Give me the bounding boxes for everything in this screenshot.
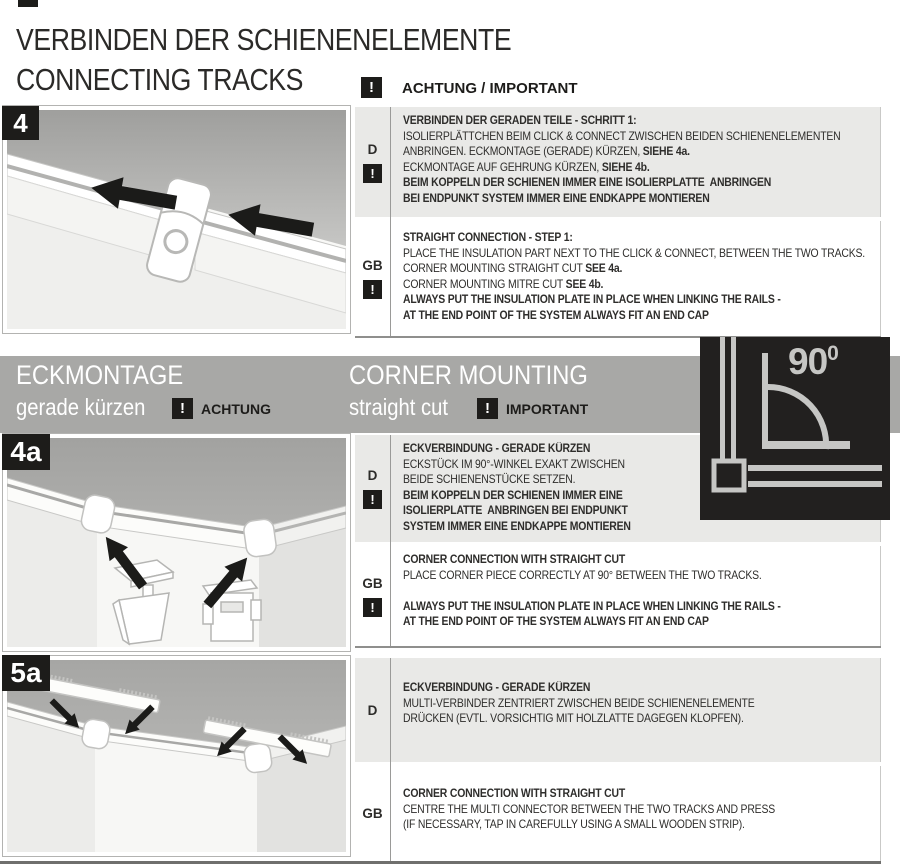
text-line: AT THE END POINT OF THE SYSTEM ALWAYS FIT AN END CAP	[403, 308, 709, 322]
step-5a-illustration	[2, 655, 351, 857]
multi-connector-drawing	[7, 660, 346, 852]
text-line: ANBRINGEN. ECKMONTAGE (GERADE) KÜRZEN, SIEHE 4a.	[403, 145, 690, 159]
page-title-de: VERBINDEN DER SCHIENENELEMENTE	[16, 22, 512, 57]
text-line: ISOLIERPLÄTTCHEN BEIM CLICK & CONNECT ZWISCHEN BEIDEN SCHIENENELEMENTEN	[403, 129, 841, 143]
row-separator	[355, 646, 881, 648]
text-line: CORNER MOUNTING MITRE CUT SEE 4b.	[403, 277, 604, 291]
step-4-illustration	[2, 105, 351, 334]
banner-warn-en: IMPORTANT	[506, 401, 589, 417]
text-line: BEI ENDPUNKT SYSTEM IMMER EINE ENDKAPPE MONTIEREN	[403, 191, 710, 205]
warning-icon: !	[363, 490, 382, 509]
step-5a-badge: 5a	[2, 655, 50, 691]
step-4a-copy-en	[403, 552, 781, 630]
step-4-copy-en	[403, 230, 865, 324]
step-5a-en-title: CORNER CONNECTION WITH STRAIGHT CUT	[403, 787, 626, 800]
text-line: ECKMONTAGE AUF GEHRUNG KÜRZEN, SIEHE 4b.	[403, 160, 650, 174]
banner-sub-en: straight cut	[349, 394, 448, 420]
step-5a-copy-en	[403, 786, 775, 833]
tracks-click-connect-drawing	[7, 110, 346, 329]
warning-icon: !	[363, 598, 382, 617]
step-4-de-title: VERBINDEN DER GERADEN TEILE - SCHRITT 1:	[403, 114, 637, 127]
banner-warn-de: ACHTUNG	[201, 401, 271, 417]
bottom-rule	[0, 861, 881, 864]
text-line: DRÜCKEN (EVTL. VORSICHTIG MIT HOLZLATTE DAGEGEN KLOPFEN).	[403, 712, 744, 726]
text-line: BEIM KOPPELN DER SCHIENEN IMMER EINE	[403, 488, 623, 502]
banner-sub-de: gerade kürzen	[16, 394, 146, 420]
text-line: PLACE CORNER PIECE CORRECTLY AT 90° BETWEEN THE TWO TRACKS.	[403, 568, 762, 582]
attention-header-label: ACHTUNG / IMPORTANT	[402, 80, 578, 97]
page-title-en: CONNECTING TRACKS	[16, 62, 303, 97]
text-line: PLACE THE INSULATION PART NEXT TO THE CLICK & CONNECT, BETWEEN THE TWO TRACKS.	[403, 246, 865, 260]
text-line: CORNER MOUNTING STRAIGHT CUT SEE 4a.	[403, 262, 623, 276]
lang-label-de: D	[367, 468, 378, 483]
step-5a-copy-de	[403, 680, 755, 727]
lang-label-de: D	[367, 141, 378, 157]
label-divider	[390, 658, 391, 861]
step-5a-de-title: ECKVERBINDUNG - GERADE KÜRZEN	[403, 681, 591, 694]
text-line: ECKSTÜCK IM 90°-WINKEL EXAKT ZWISCHEN	[403, 457, 625, 471]
lang-label-gb: GB	[362, 575, 383, 591]
lang-label-gb: GB	[362, 806, 383, 821]
text-line: BEIDE SCHIENENSTÜCKE SETZEN.	[403, 473, 576, 487]
step-4-badge: 4	[2, 106, 39, 140]
step-4a-de-title: ECKVERBINDUNG - GERADE KÜRZEN	[403, 442, 591, 455]
corner-pieces-drawing	[7, 438, 346, 647]
text-line: ALWAYS PUT THE INSULATION PLATE IN PLACE WHEN LINKING THE RAILS -	[403, 293, 781, 307]
text-line: CENTRE THE MULTI CONNECTOR BETWEEN THE TWO TRACKS AND PRESS	[403, 802, 776, 816]
step-4-en-title: STRAIGHT CONNECTION - STEP 1:	[403, 231, 573, 244]
ninety-degree-icon	[700, 337, 890, 520]
step-4a-copy-de	[403, 441, 631, 535]
warning-icon: !	[363, 280, 382, 299]
text-line: AT THE END POINT OF THE SYSTEM ALWAYS FIT AN END CAP	[403, 615, 709, 629]
angle-value: $90^0$	[788, 341, 838, 382]
step-4a-en-title: CORNER CONNECTION WITH STRAIGHT CUT	[403, 553, 626, 566]
lang-label-gb: GB	[362, 258, 383, 273]
step-4-copy-de	[403, 113, 841, 207]
lang-label-de: D	[367, 702, 378, 718]
step-4a-badge: 4a	[2, 434, 50, 470]
text-line: BEIM KOPPELN DER SCHIENEN IMMER EINE ISOLIERPLATTE ANBRINGEN	[403, 176, 772, 190]
banner-title-en: CORNER MOUNTING	[349, 360, 588, 390]
label-divider	[390, 435, 391, 646]
warning-icon: !	[363, 164, 382, 183]
step-4a-illustration	[2, 433, 351, 652]
banner-title-de: ECKMONTAGE	[16, 360, 184, 390]
text-line: MULTI-VERBINDER ZENTRIERT ZWISCHEN BEIDE SCHIENENELEMENTE	[403, 696, 755, 710]
label-divider	[390, 107, 391, 336]
text-line: (IF NECESSARY, TAP IN CAREFULLY USING A SMALL WOODEN STRIP).	[403, 818, 745, 832]
warning-icon: !	[172, 398, 193, 419]
print-mark	[18, 0, 38, 7]
attention-icon: !	[361, 77, 382, 98]
warning-icon: !	[477, 398, 498, 419]
text-line: SYSTEM IMMER EINE ENDKAPPE MONTIEREN	[403, 519, 631, 533]
text-line: ALWAYS PUT THE INSULATION PLATE IN PLACE WHEN LINKING THE RAILS -	[403, 599, 781, 613]
text-line: ISOLIERPLATTE ANBRINGEN BEI ENDPUNKT	[403, 504, 628, 518]
corner-piece-b	[203, 580, 261, 641]
